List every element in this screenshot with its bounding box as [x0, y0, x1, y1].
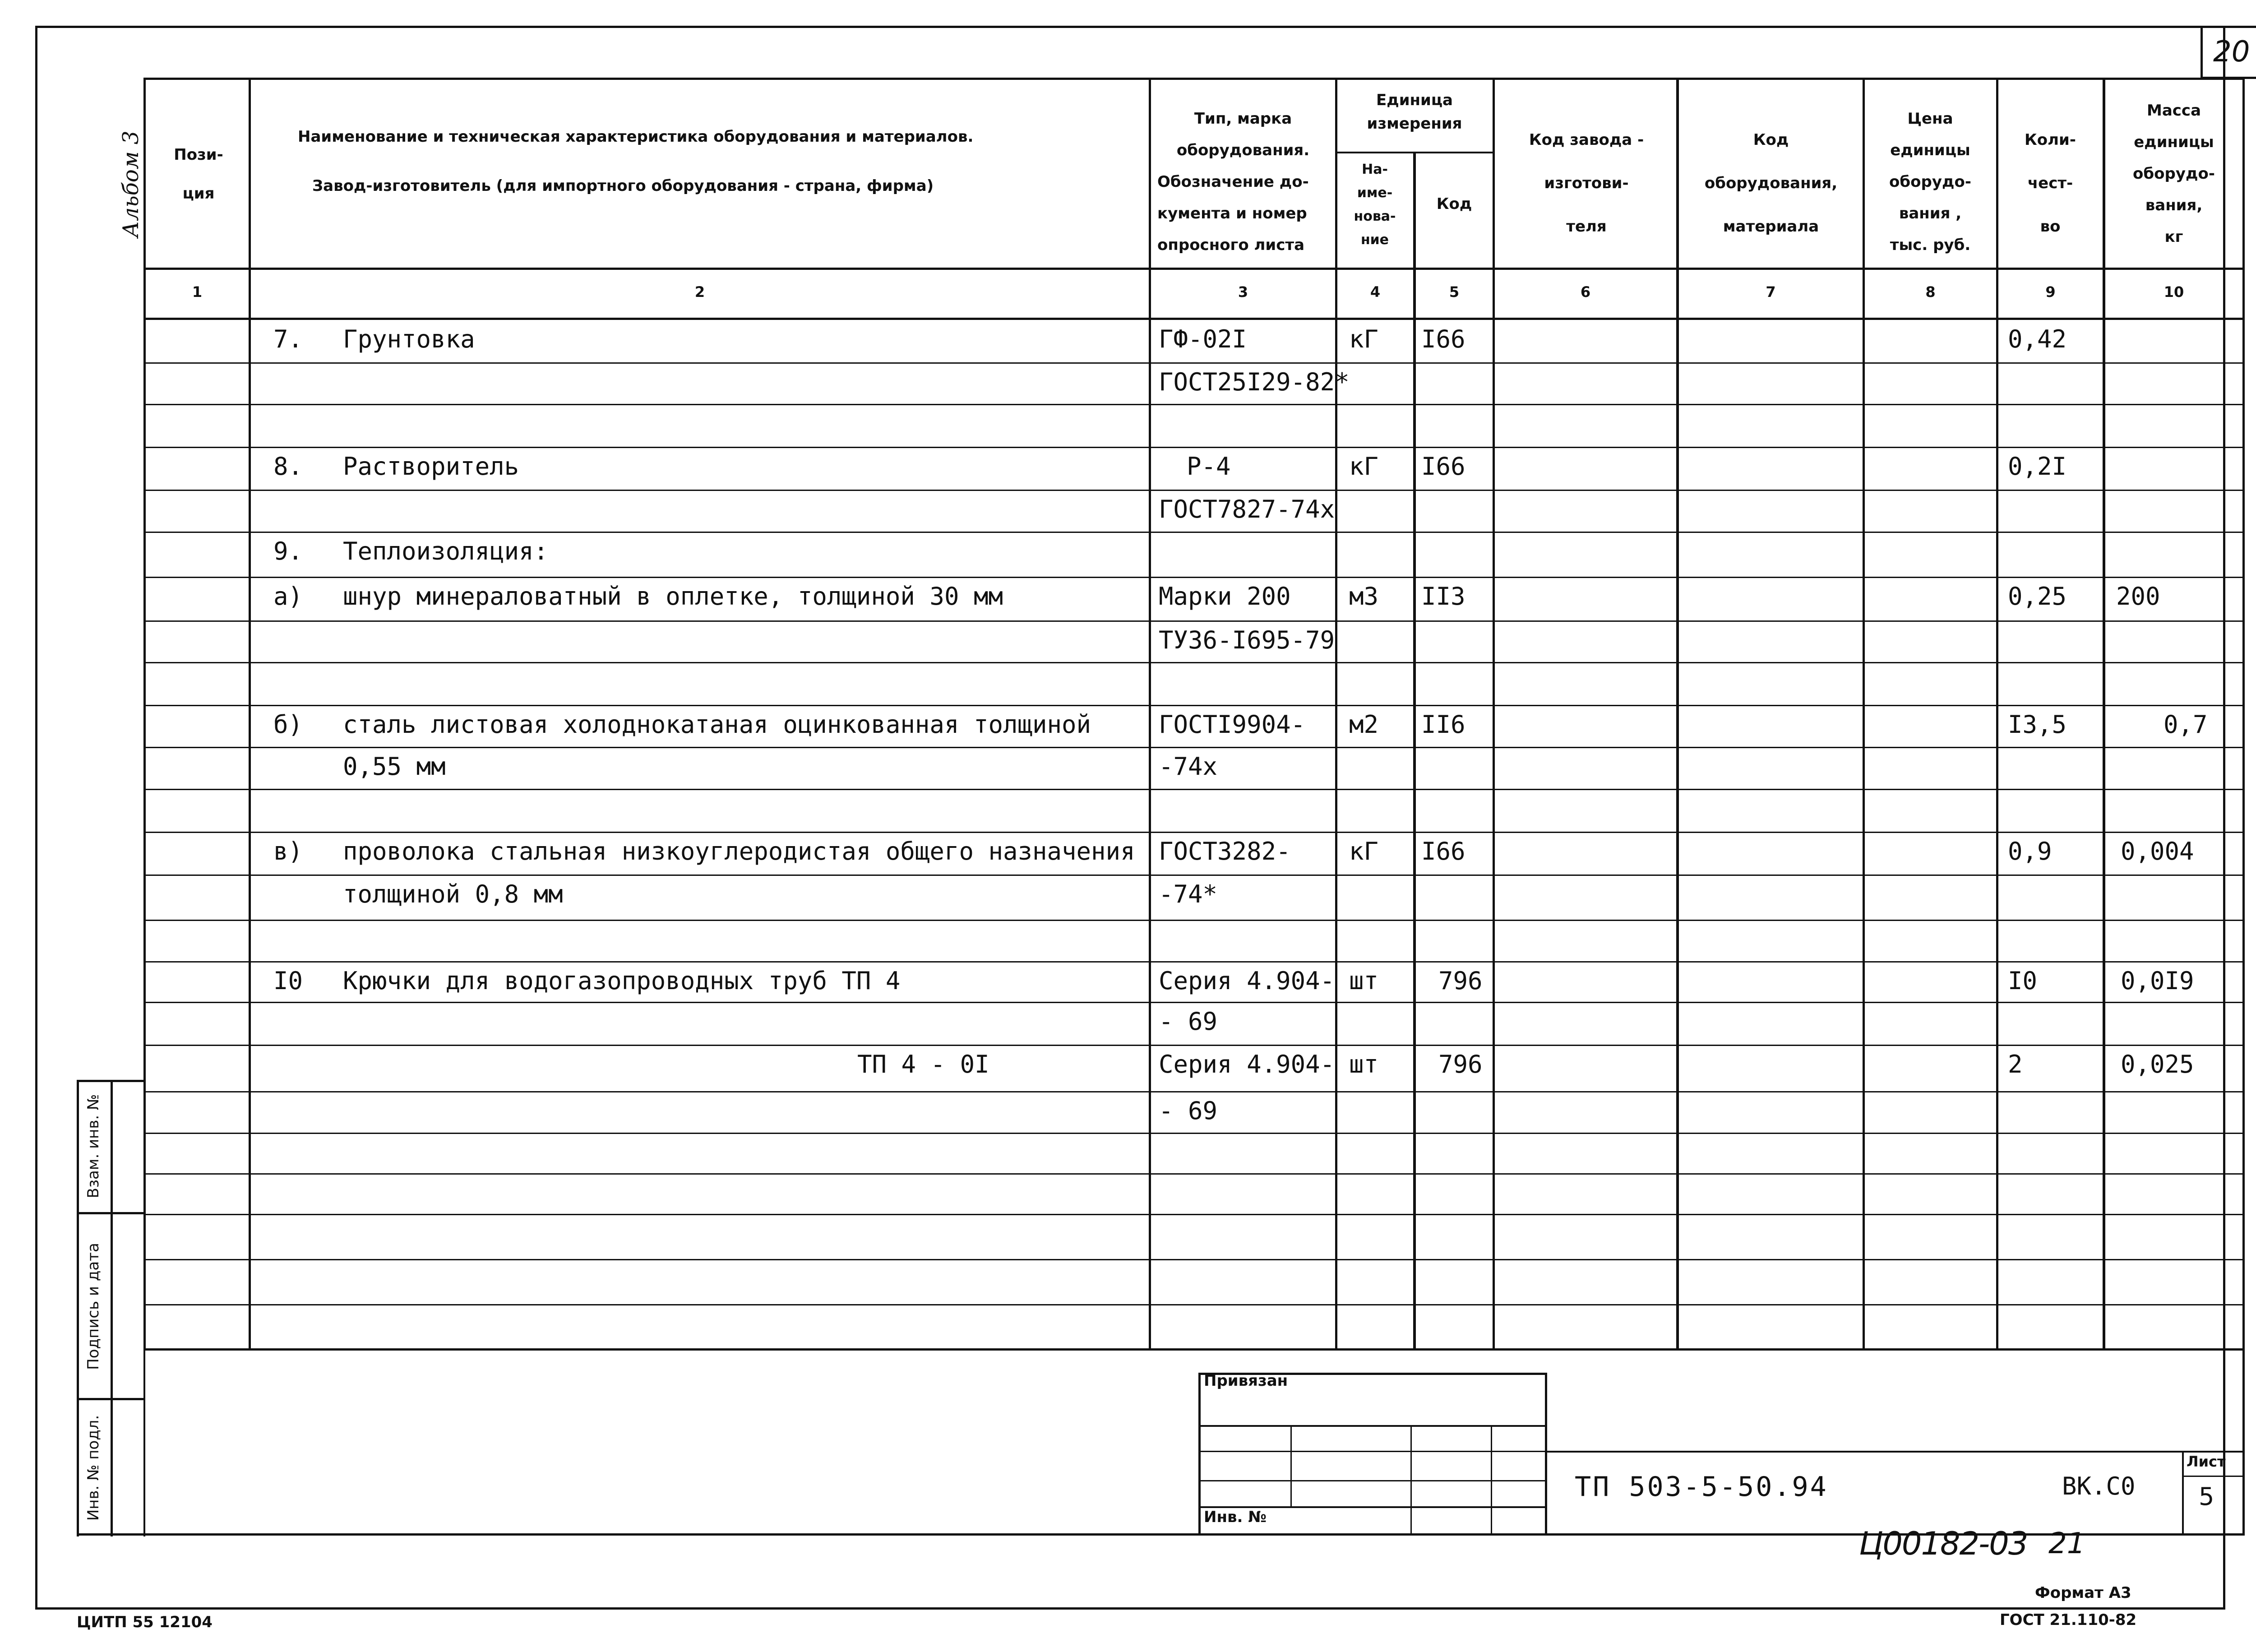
- row-divider: [143, 1173, 2245, 1175]
- row-divider: [143, 789, 2245, 790]
- cell-code: 796: [1438, 967, 1483, 995]
- colnum-1: 1: [192, 283, 203, 301]
- cell-code: I66: [1421, 325, 1465, 353]
- cell-mass: 0,025: [2121, 1050, 2194, 1078]
- cell-doc: Серия 4.904-: [1159, 967, 1335, 995]
- cell-qty: I0: [2008, 967, 2038, 995]
- cell-pos: б): [273, 710, 303, 739]
- row-divider: [143, 1133, 2245, 1134]
- colnum-2: 2: [694, 283, 705, 301]
- header-name-line1: Наименование и техническая характеристика оборудования и материалов.: [298, 128, 974, 146]
- frame-bottom: [35, 1607, 2225, 1610]
- row-divider: [143, 490, 2245, 491]
- cell-qty: I3,5: [2008, 710, 2067, 739]
- colnum-4: 4: [1370, 283, 1381, 301]
- cell-doc: ГОСТI9904-: [1159, 710, 1306, 739]
- cell-unit: шт: [1349, 1050, 1379, 1078]
- row-divider: [143, 747, 2245, 748]
- cell-doc: - 69: [1159, 1097, 1218, 1125]
- header-factory-code: Код завода - изготови- теля: [1529, 131, 1644, 236]
- cell-mass: 0,0I9: [2121, 967, 2194, 995]
- cell-pos: 7.: [273, 325, 303, 353]
- header-name-line2: Завод-изготовитель (для импортного оборудования - страна, фирма): [312, 177, 934, 195]
- cell-name: Теплоизоляция:: [343, 537, 549, 565]
- colnum-10: 10: [2164, 283, 2184, 301]
- cell-pos: I0: [273, 967, 303, 995]
- cell-name: проволока стальная низкоуглеродистая общего назначения: [343, 837, 1135, 865]
- stamp-signature-date: Подпись и дата: [84, 1243, 102, 1370]
- gost-label: ГОСТ 21.110-82: [2000, 1611, 2137, 1629]
- row-divider: [143, 961, 2245, 963]
- colnum-7: 7: [1766, 283, 1776, 301]
- cell-doc: ГОСТ3282-: [1159, 837, 1291, 865]
- cell-name: Растворитель: [343, 452, 519, 481]
- cell-name: толщиной 0,8 мм: [343, 880, 563, 908]
- frame-right: [2223, 26, 2225, 1610]
- stamp-sheet-number: 5: [2199, 1482, 2214, 1511]
- cell-doc: ГФ-02I: [1159, 325, 1247, 353]
- handwritten-number: 21: [2048, 1527, 2085, 1560]
- row-divider: [143, 1348, 2245, 1350]
- header-price: Цена единицы оборудо- вания , тыс. руб.: [1889, 110, 1971, 254]
- frame-left: [35, 26, 37, 1610]
- cell-doc: - 69: [1159, 1007, 1218, 1036]
- cell-code: 796: [1438, 1050, 1483, 1078]
- cell-pos: 9.: [273, 537, 303, 565]
- row-divider: [143, 832, 2245, 833]
- colnum-6: 6: [1580, 283, 1591, 301]
- cell-pos: в): [273, 837, 303, 865]
- row-divider: [143, 662, 2245, 663]
- colnum-9: 9: [2045, 283, 2056, 301]
- colnum-8: 8: [1925, 283, 1936, 301]
- cell-name: ТП 4 - 0I: [857, 1050, 989, 1078]
- colnum-3: 3: [1238, 283, 1248, 301]
- cell-pos: а): [273, 582, 303, 611]
- row-divider: [143, 1259, 2245, 1260]
- cell-qty: 0,42: [2008, 325, 2067, 353]
- cell-unit: шт: [1349, 967, 1379, 995]
- stamp-sheet-label: Лист: [2187, 1453, 2226, 1470]
- cell-pos: 8.: [273, 452, 303, 481]
- stamp-inv-no: Инв. №: [1204, 1508, 1267, 1526]
- cell-name: сталь листовая холоднокатаная оцинкованная толщиной: [343, 710, 1091, 739]
- header-equipment-code: Код оборудования, материала: [1704, 131, 1838, 236]
- sheet-corner-number: 20: [2213, 35, 2250, 69]
- citp-label: ЦИТП 55 12104: [77, 1613, 213, 1631]
- stamp-mark: ВК.С0: [2062, 1472, 2136, 1500]
- cell-unit: кГ: [1349, 325, 1379, 353]
- row-divider: [143, 875, 2245, 876]
- cell-doc: Серия 4.904-: [1159, 1050, 1335, 1078]
- stamp-designation: ТП 503-5-50.94: [1575, 1471, 1828, 1503]
- header-unit: Единица измерения: [1367, 91, 1462, 133]
- cell-unit: кГ: [1349, 837, 1379, 865]
- cell-qty: 2: [2008, 1050, 2023, 1078]
- cell-mass: 0,7: [2164, 710, 2208, 739]
- stamp-original-inv: Инв. № подл.: [84, 1415, 102, 1521]
- row-divider: [143, 532, 2245, 533]
- frame-top: [36, 26, 2256, 28]
- header-mass: Масса единицы оборудо- вания, кг: [2133, 102, 2215, 246]
- cell-doc: ГОСТ25I29-82*: [1159, 368, 1350, 396]
- row-divider: [143, 404, 2245, 405]
- row-divider: [143, 1304, 2245, 1305]
- header-position: Пози- ция: [174, 146, 223, 203]
- row-divider: [143, 362, 2245, 364]
- row-divider: [143, 920, 2245, 921]
- cell-doc: Марки 200: [1159, 582, 1291, 611]
- cell-unit: м3: [1349, 582, 1379, 611]
- header-unit-code: Код: [1436, 195, 1472, 213]
- cell-name: Грунтовка: [343, 325, 475, 353]
- cell-name: 0,55 мм: [343, 752, 446, 781]
- row-divider: [143, 1091, 2245, 1092]
- stamp-replace-inv: Взам. инв. №: [84, 1094, 102, 1199]
- cell-doc: -74х: [1159, 752, 1218, 781]
- stamp-privyazan: Привязан: [1204, 1372, 1288, 1390]
- colnum-5: 5: [1449, 283, 1460, 301]
- cell-code: II3: [1421, 582, 1465, 611]
- cell-qty: 0,25: [2008, 582, 2067, 611]
- cell-code: I66: [1421, 837, 1465, 865]
- cell-code: II6: [1421, 710, 1465, 739]
- row-divider: [143, 447, 2245, 448]
- cell-unit: кГ: [1349, 452, 1379, 481]
- cell-mass: 200: [2116, 582, 2160, 611]
- cell-unit: м2: [1349, 710, 1379, 739]
- cell-name: шнур минераловатный в оплетке, толщиной 30 мм: [343, 582, 1003, 611]
- header-quantity: Коли- чест- во: [2025, 131, 2076, 236]
- format-label: Формат А3: [2035, 1584, 2131, 1602]
- cell-code: I66: [1421, 452, 1465, 481]
- album-label: Альбом 3: [118, 130, 143, 238]
- cell-name: Крючки для водогазопроводных труб ТП 4: [343, 967, 901, 995]
- cell-qty: 0,9: [2008, 837, 2052, 865]
- row-divider: [143, 1214, 2245, 1215]
- cell-qty: 0,2I: [2008, 452, 2067, 481]
- cell-mass: 0,004: [2121, 837, 2194, 865]
- row-divider: [143, 577, 2245, 578]
- row-divider: [143, 620, 2245, 622]
- row-divider: [143, 1002, 2245, 1003]
- cell-doc: -74*: [1159, 880, 1218, 908]
- header-type: Тип, марка оборудования. Обозначение до- кумента и номер опросного листа: [1157, 110, 1310, 254]
- cell-doc: ГОСТ7827-74х: [1159, 495, 1335, 523]
- header-unit-name: На- име- нова- ние: [1354, 162, 1396, 248]
- cell-doc: Р-4: [1187, 452, 1231, 481]
- cell-doc: ТУ36-I695-79: [1159, 626, 1335, 654]
- row-divider: [143, 705, 2245, 706]
- handwritten-code: Ц00182-03: [1859, 1525, 2028, 1562]
- row-divider: [143, 1045, 2245, 1046]
